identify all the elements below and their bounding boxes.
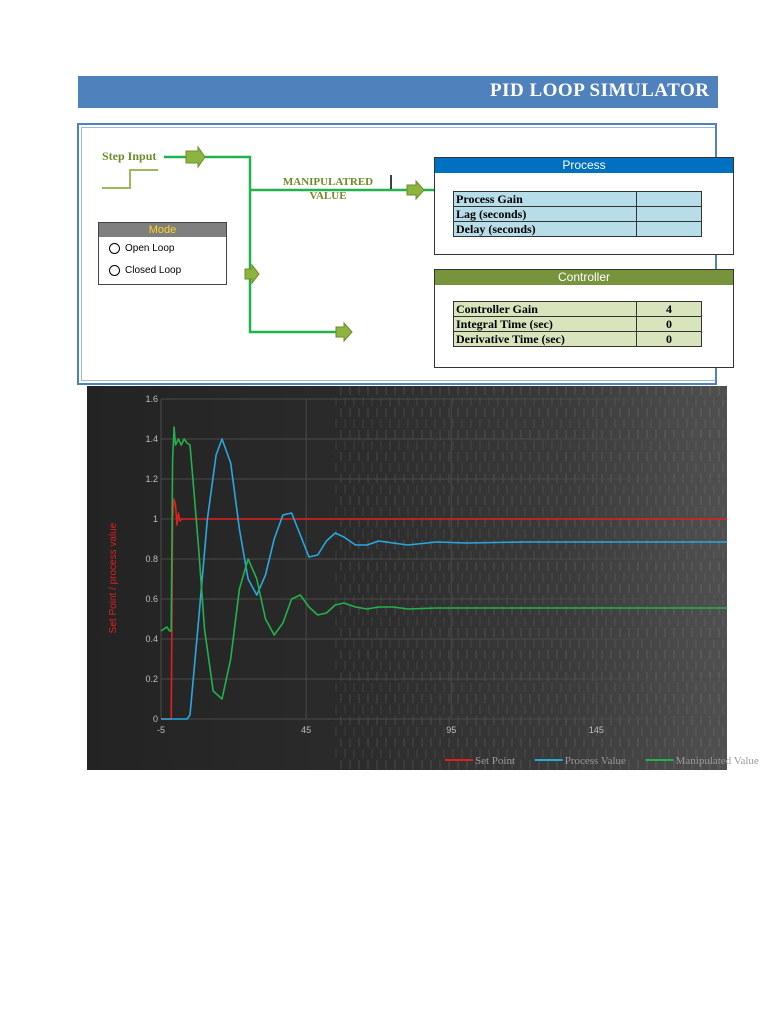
x-tick-label: 95: [446, 725, 457, 735]
derivative-time-label: Derivative Time (sec): [454, 332, 637, 347]
table-row: [454, 207, 702, 222]
mode-box: [98, 222, 227, 285]
mode-header: Mode: [99, 223, 226, 237]
controller-box: [434, 269, 734, 368]
table-row: [454, 222, 702, 237]
y-tick-label: 1: [152, 514, 158, 524]
open-loop-label: Open Loop: [125, 243, 175, 254]
table-row: [454, 192, 702, 207]
table-row: [454, 317, 702, 332]
y-axis-label: Set Point / process value: [108, 522, 119, 634]
y-tick-label: 0.2: [145, 674, 158, 684]
page-title: PID LOOP SIMULATOR: [490, 80, 710, 101]
y-tick-label: 0.8: [145, 554, 158, 564]
integral-time-value[interactable]: 0: [637, 317, 702, 332]
y-tick-label: 1.4: [145, 434, 158, 444]
y-tick-label: 0.6: [145, 594, 158, 604]
y-tick-label: 0: [152, 714, 158, 724]
y-tick-label: 1.2: [145, 474, 158, 484]
derivative-time-value[interactable]: 0: [637, 332, 702, 347]
lag-label: Lag (seconds): [454, 207, 637, 222]
manipulated-label-line1: MANIPULATRED: [282, 176, 374, 188]
x-tick-label: 45: [301, 725, 312, 735]
pid-response-chart: [87, 386, 759, 770]
delay-value[interactable]: [637, 222, 702, 237]
process-gain-value[interactable]: [637, 192, 702, 207]
legend-label: Process Value: [564, 755, 626, 767]
closed-loop-label: Closed Loop: [125, 265, 182, 276]
open-loop-radio[interactable]: [109, 243, 120, 254]
manipulated-value-label: [268, 175, 388, 203]
step-input-label: Step Input: [102, 149, 157, 163]
arrow-branch-icon: [245, 265, 259, 283]
table-row: [454, 332, 702, 347]
controller-table: [453, 301, 702, 347]
legend-label: Set Point: [475, 755, 516, 767]
x-tick-label: -5: [156, 725, 166, 735]
process-box: [434, 157, 734, 255]
process-gain-label: Process Gain: [454, 192, 637, 207]
table-row: [454, 302, 702, 317]
y-tick-label: 0.4: [145, 634, 158, 644]
closed-loop-radio[interactable]: [109, 265, 120, 276]
open-loop-option[interactable]: [109, 243, 175, 254]
lag-value[interactable]: [637, 207, 702, 222]
integral-time-label: Integral Time (sec): [454, 317, 637, 332]
controller-header: Controller: [435, 270, 733, 285]
delay-label: Delay (seconds): [454, 222, 637, 237]
legend-label: Manipulated Value: [675, 755, 759, 767]
process-header: Process: [435, 158, 733, 173]
x-tick-label: 145: [588, 725, 604, 735]
arrow-controller-icon: [336, 323, 352, 341]
arrow-mv-icon: [407, 181, 424, 199]
arrow-step-icon: [186, 147, 205, 167]
step-icon: [102, 170, 158, 188]
closed-loop-option[interactable]: [109, 265, 181, 276]
process-table: [453, 191, 702, 237]
manipulated-label-line2: VALUE: [309, 190, 347, 202]
chart-texture: [335, 386, 727, 770]
y-tick-label: 1.6: [145, 394, 158, 404]
controller-gain-value[interactable]: 4: [637, 302, 702, 317]
controller-gain-label: Controller Gain: [454, 302, 637, 317]
